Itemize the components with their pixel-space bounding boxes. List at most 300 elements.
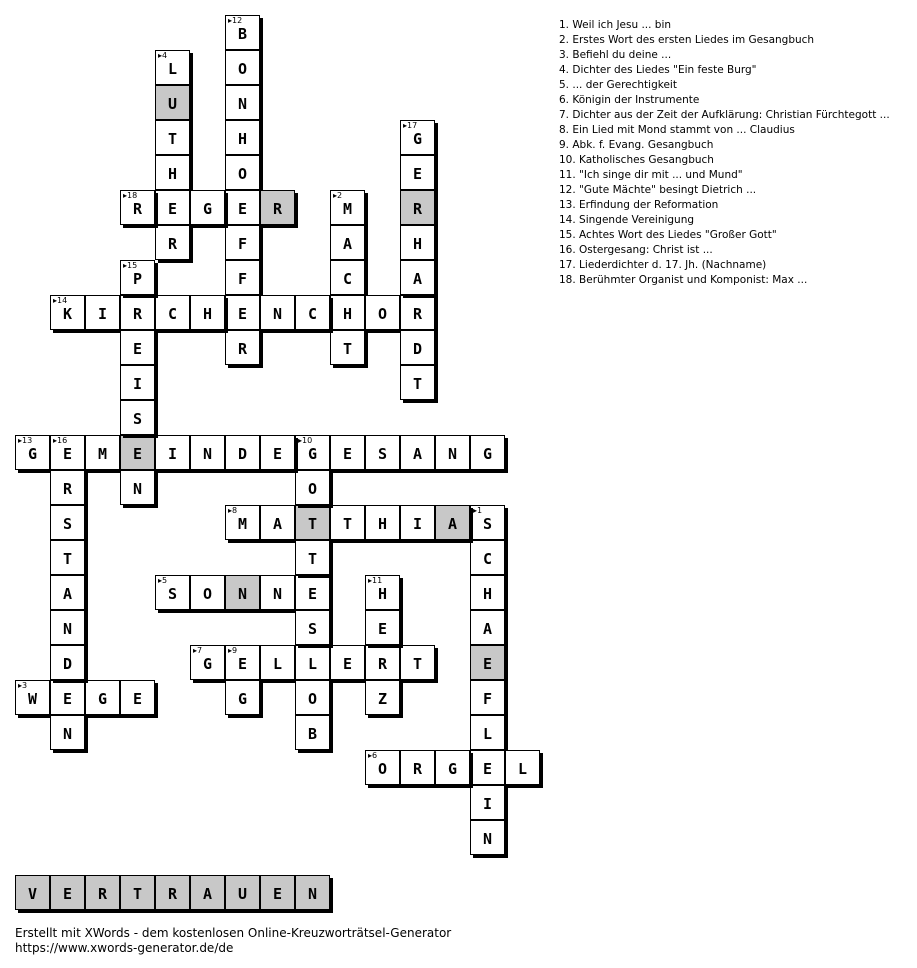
cell-letter: E <box>307 584 318 603</box>
cell-letter: G <box>307 444 318 463</box>
cell-letter: N <box>272 584 283 603</box>
cell-letter: B <box>307 724 318 743</box>
grid-cell[interactable] <box>295 505 330 540</box>
grid-cell[interactable] <box>260 505 295 540</box>
solution-cell <box>155 875 190 910</box>
grid-cell[interactable] <box>85 295 120 330</box>
grid-cell[interactable] <box>470 820 505 855</box>
grid-cell[interactable] <box>365 610 400 645</box>
grid-cell[interactable] <box>120 365 155 400</box>
cell-letter: B <box>237 24 248 43</box>
cell-letter: O <box>237 164 248 183</box>
cell-letter: E <box>62 444 73 463</box>
clue-item <box>559 123 890 138</box>
grid-cell[interactable] <box>435 505 470 540</box>
cell-letter: G <box>97 689 108 708</box>
cell-letter: L <box>307 654 318 673</box>
solution-letter: R <box>167 884 178 903</box>
grid-cell[interactable] <box>470 575 505 610</box>
clue-text: Ostergesang: Christ ist ... <box>579 244 713 256</box>
cell-letter: N <box>132 479 143 498</box>
clue-number: 10. <box>559 154 580 166</box>
grid-cell[interactable] <box>50 470 85 505</box>
grid-cell[interactable] <box>400 750 435 785</box>
cell-letter: R <box>412 304 423 323</box>
grid-cell[interactable] <box>470 435 505 470</box>
clue-text: "Ich singe dir mit ... und Mund" <box>579 169 743 181</box>
grid-cell[interactable] <box>330 225 365 260</box>
clue-item <box>559 33 890 48</box>
clue-text: Berühmter Organist und Komponist: Max ... <box>579 274 808 286</box>
cell-letter: A <box>447 514 458 533</box>
clue-text: Abk. f. Evang. Gesangbuch <box>572 139 714 151</box>
cell-letter: N <box>62 619 73 638</box>
cell-letter: I <box>132 374 143 393</box>
grid-cell[interactable] <box>50 645 85 680</box>
cell-letter: S <box>482 514 493 533</box>
clue-text: Liederdichter d. 17. Jh. (Nachname) <box>579 259 767 271</box>
clue-number: 14. <box>559 214 580 226</box>
grid-cell[interactable] <box>400 330 435 365</box>
cell-letter: S <box>62 514 73 533</box>
grid-cell[interactable] <box>330 505 365 540</box>
clue-number: 7. <box>559 109 573 121</box>
clue-text: Dichter des Liedes "Ein feste Burg" <box>572 64 757 76</box>
grid-cell[interactable] <box>400 120 435 155</box>
clue-text: Erfindung der Reformation <box>579 199 719 211</box>
cell-letter: N <box>237 584 248 603</box>
cell-letter: E <box>412 164 423 183</box>
cell-letter: E <box>167 199 178 218</box>
grid-cell[interactable] <box>470 540 505 575</box>
cell-letter: G <box>202 199 213 218</box>
clue-item <box>559 63 890 78</box>
cell-letter: I <box>97 304 108 323</box>
cell-letter: O <box>307 689 318 708</box>
cell-letter: T <box>307 549 318 568</box>
grid-cell[interactable] <box>225 85 260 120</box>
cell-letter: H <box>167 164 178 183</box>
grid-cell[interactable] <box>400 645 435 680</box>
grid-cell[interactable] <box>120 260 155 295</box>
cell-letter: F <box>237 269 248 288</box>
grid-cell[interactable] <box>435 435 470 470</box>
clue-number-marker: ▸15 <box>123 261 138 270</box>
grid-cell[interactable] <box>155 120 190 155</box>
clue-number-marker: ▸11 <box>368 576 383 585</box>
grid-cell[interactable] <box>400 155 435 190</box>
grid-cell[interactable] <box>225 15 260 50</box>
grid-cell[interactable] <box>155 225 190 260</box>
grid-cell[interactable] <box>225 505 260 540</box>
grid-cell[interactable] <box>295 435 330 470</box>
clue-list <box>559 18 890 288</box>
cell-letter: A <box>342 234 353 253</box>
clue-number: 3. <box>559 49 573 61</box>
cell-letter: M <box>237 514 248 533</box>
solution-cell <box>190 875 225 910</box>
cell-letter: A <box>412 269 423 288</box>
grid-cell[interactable] <box>50 575 85 610</box>
cell-letter: E <box>342 654 353 673</box>
cell-letter: U <box>167 94 178 113</box>
grid-cell[interactable] <box>120 470 155 505</box>
clue-number-marker: ▸10 <box>298 436 313 445</box>
solution-letter: A <box>202 884 213 903</box>
cell-letter: R <box>132 199 143 218</box>
clue-number-marker: ▸7 <box>193 646 203 655</box>
cell-letter: P <box>132 269 143 288</box>
solution-cell <box>225 875 260 910</box>
grid-cell[interactable] <box>85 435 120 470</box>
grid-cell[interactable] <box>365 680 400 715</box>
cell-letter: A <box>272 514 283 533</box>
cell-letter: S <box>132 409 143 428</box>
grid-cell[interactable] <box>260 575 295 610</box>
cell-letter: C <box>167 304 178 323</box>
grid-cell[interactable] <box>400 295 435 330</box>
cell-letter: E <box>482 654 493 673</box>
grid-cell[interactable] <box>190 645 225 680</box>
cell-letter: R <box>167 234 178 253</box>
clue-number-marker: ▸6 <box>368 751 378 760</box>
grid-cell[interactable] <box>120 680 155 715</box>
clue-number-marker: ▸1 <box>473 506 483 515</box>
footer-url[interactable]: https://www.xwords-generator.de/de <box>15 941 234 955</box>
grid-cell[interactable] <box>225 295 260 330</box>
grid-cell[interactable] <box>470 750 505 785</box>
clue-number: 4. <box>559 64 573 76</box>
cell-letter: E <box>342 444 353 463</box>
clue-text: Achtes Wort des Liedes "Großer Gott" <box>579 229 777 241</box>
clue-number-marker: ▸16 <box>53 436 68 445</box>
cell-letter: T <box>62 549 73 568</box>
clue-number: 11. <box>559 169 580 181</box>
cell-letter: L <box>272 654 283 673</box>
cell-letter: E <box>132 444 143 463</box>
grid-cell[interactable] <box>365 435 400 470</box>
grid-cell[interactable] <box>470 680 505 715</box>
cell-letter: I <box>167 444 178 463</box>
grid-cell[interactable] <box>50 540 85 575</box>
grid-cell[interactable] <box>505 750 540 785</box>
clue-text: Königin der Instrumente <box>572 94 700 106</box>
cell-letter: R <box>237 339 248 358</box>
cell-letter: I <box>482 794 493 813</box>
cell-letter: A <box>482 619 493 638</box>
clue-text: ... der Gerechtigkeit <box>572 79 677 91</box>
cell-letter: H <box>202 304 213 323</box>
grid-cell[interactable] <box>190 575 225 610</box>
cell-letter: S <box>167 584 178 603</box>
cell-letter: O <box>377 304 388 323</box>
clue-item <box>559 78 890 93</box>
grid-cell[interactable] <box>295 715 330 750</box>
grid-cell[interactable] <box>400 435 435 470</box>
grid-cell[interactable] <box>50 435 85 470</box>
cell-letter: R <box>272 199 283 218</box>
clue-item <box>559 138 890 153</box>
grid-cell[interactable] <box>400 505 435 540</box>
cell-letter: C <box>342 269 353 288</box>
cell-letter: G <box>27 444 38 463</box>
clue-number-marker: ▸9 <box>228 646 238 655</box>
clue-number: 15. <box>559 229 580 241</box>
grid-cell[interactable] <box>155 435 190 470</box>
solution-letter: N <box>307 884 318 903</box>
grid-cell[interactable] <box>330 645 365 680</box>
grid-cell[interactable] <box>225 575 260 610</box>
clue-item <box>559 273 890 288</box>
cell-letter: C <box>482 549 493 568</box>
cell-letter: E <box>62 689 73 708</box>
cell-letter: E <box>237 199 248 218</box>
clue-item <box>559 48 890 63</box>
clue-number-marker: ▸2 <box>333 191 343 200</box>
grid-cell[interactable] <box>365 575 400 610</box>
grid-cell[interactable] <box>155 575 190 610</box>
cell-letter: N <box>62 724 73 743</box>
cell-letter: N <box>447 444 458 463</box>
clue-number-marker: ▸8 <box>228 506 238 515</box>
cell-letter: T <box>167 129 178 148</box>
grid-cell[interactable] <box>155 295 190 330</box>
clue-number-marker: ▸4 <box>158 51 168 60</box>
cell-letter: R <box>412 199 423 218</box>
cell-letter: R <box>62 479 73 498</box>
clue-item <box>559 228 890 243</box>
cell-letter: G <box>237 689 248 708</box>
clue-number: 8. <box>559 124 573 136</box>
cell-letter: G <box>447 759 458 778</box>
grid-cell[interactable] <box>225 225 260 260</box>
grid-cell[interactable] <box>50 505 85 540</box>
cell-letter: C <box>307 304 318 323</box>
clue-number: 13. <box>559 199 580 211</box>
cell-letter: K <box>62 304 73 323</box>
grid-cell[interactable] <box>120 330 155 365</box>
cell-letter: O <box>202 584 213 603</box>
grid-cell[interactable] <box>155 190 190 225</box>
cell-letter: I <box>412 514 423 533</box>
clue-number: 6. <box>559 94 573 106</box>
cell-letter: R <box>412 759 423 778</box>
grid-cell[interactable] <box>470 610 505 645</box>
solution-letter: U <box>237 884 248 903</box>
clue-item <box>559 18 890 33</box>
grid-cell[interactable] <box>295 295 330 330</box>
solution-cell <box>260 875 295 910</box>
grid-cell[interactable] <box>225 155 260 190</box>
grid-cell[interactable] <box>260 190 295 225</box>
clue-number: 1. <box>559 19 573 31</box>
clue-text: "Gute Mächte" besingt Dietrich ... <box>579 184 757 196</box>
cell-letter: L <box>517 759 528 778</box>
clue-number: 18. <box>559 274 580 286</box>
cell-letter: H <box>482 584 493 603</box>
solution-cell <box>120 875 155 910</box>
grid-cell[interactable] <box>365 505 400 540</box>
cell-letter: D <box>412 339 423 358</box>
cell-letter: R <box>377 654 388 673</box>
clue-text: Ein Lied mit Mond stammt von ... Claudius <box>572 124 795 136</box>
grid-cell[interactable] <box>225 50 260 85</box>
cell-letter: E <box>272 444 283 463</box>
cell-letter: M <box>97 444 108 463</box>
grid-cell[interactable] <box>155 50 190 85</box>
grid-cell[interactable] <box>435 750 470 785</box>
grid-cell[interactable] <box>400 260 435 295</box>
grid-cell[interactable] <box>120 190 155 225</box>
clue-number-marker: ▸12 <box>228 16 243 25</box>
grid-cell[interactable] <box>260 645 295 680</box>
cell-letter: H <box>377 584 388 603</box>
cell-letter: R <box>132 304 143 323</box>
grid-cell[interactable] <box>190 190 225 225</box>
clue-item <box>559 153 890 168</box>
cell-letter: D <box>62 654 73 673</box>
cell-letter: N <box>202 444 213 463</box>
clue-text: Singende Vereinigung <box>579 214 695 226</box>
cell-letter: N <box>272 304 283 323</box>
clue-item <box>559 183 890 198</box>
cell-letter: O <box>237 59 248 78</box>
clue-number-marker: ▸14 <box>53 296 68 305</box>
clue-number-marker: ▸5 <box>158 576 168 585</box>
footer <box>15 926 451 956</box>
grid-cell[interactable] <box>295 680 330 715</box>
cell-letter: N <box>482 829 493 848</box>
solution-letter: E <box>272 884 283 903</box>
grid-cell[interactable] <box>155 85 190 120</box>
grid-cell[interactable] <box>330 260 365 295</box>
cell-letter: M <box>342 199 353 218</box>
cell-letter: T <box>342 514 353 533</box>
grid-cell[interactable] <box>190 295 225 330</box>
grid-cell[interactable] <box>295 610 330 645</box>
clue-text: Dichter aus der Zeit der Aufklärung: Christian Fürchtegott ... <box>572 109 890 121</box>
solution-letter: T <box>132 884 143 903</box>
cell-letter: E <box>482 759 493 778</box>
cell-letter: T <box>307 514 318 533</box>
grid-cell[interactable] <box>50 680 85 715</box>
grid-cell[interactable] <box>330 330 365 365</box>
grid-cell[interactable] <box>225 645 260 680</box>
grid-cell[interactable] <box>225 435 260 470</box>
solution-cell <box>50 875 85 910</box>
clue-text: Weil ich Jesu ... bin <box>572 19 672 31</box>
grid-cell[interactable] <box>330 190 365 225</box>
clue-text: Katholisches Gesangbuch <box>579 154 714 166</box>
grid-cell[interactable] <box>15 680 50 715</box>
grid-cell[interactable] <box>225 330 260 365</box>
clue-number: 17. <box>559 259 580 271</box>
grid-cell[interactable] <box>50 610 85 645</box>
grid-cell[interactable] <box>295 645 330 680</box>
solution-cell <box>15 875 50 910</box>
grid-cell[interactable] <box>470 505 505 540</box>
solution-cell <box>295 875 330 910</box>
grid-cell[interactable] <box>120 295 155 330</box>
cell-letter: S <box>307 619 318 638</box>
grid-cell[interactable] <box>50 715 85 750</box>
grid-cell[interactable] <box>190 435 225 470</box>
grid-cell[interactable] <box>225 680 260 715</box>
grid-cell[interactable] <box>400 365 435 400</box>
cell-letter: H <box>342 304 353 323</box>
grid-cell[interactable] <box>260 435 295 470</box>
clue-item <box>559 198 890 213</box>
grid-cell[interactable] <box>295 470 330 505</box>
cell-letter: E <box>132 689 143 708</box>
cell-letter: H <box>237 129 248 148</box>
grid-cell[interactable] <box>50 295 85 330</box>
grid-cell[interactable] <box>260 295 295 330</box>
cell-letter: T <box>412 374 423 393</box>
cell-letter: S <box>377 444 388 463</box>
cell-letter: G <box>482 444 493 463</box>
grid-cell[interactable] <box>85 680 120 715</box>
clue-text: Befiehl du deine ... <box>572 49 672 61</box>
grid-cell[interactable] <box>225 260 260 295</box>
grid-cell[interactable] <box>295 575 330 610</box>
cell-letter: D <box>237 444 248 463</box>
cell-letter: A <box>62 584 73 603</box>
grid-cell[interactable] <box>15 435 50 470</box>
cell-letter: F <box>237 234 248 253</box>
solution-letter: V <box>27 884 38 903</box>
grid-cell[interactable] <box>365 645 400 680</box>
clue-text: Erstes Wort des ersten Liedes im Gesangbuch <box>572 34 815 46</box>
clue-number: 12. <box>559 184 580 196</box>
grid-cell[interactable] <box>225 120 260 155</box>
grid-cell[interactable] <box>470 715 505 750</box>
clue-item <box>559 243 890 258</box>
solution-letter: E <box>62 884 73 903</box>
cell-letter: G <box>202 654 213 673</box>
grid-cell[interactable] <box>365 295 400 330</box>
clue-item <box>559 168 890 183</box>
grid-cell[interactable] <box>470 645 505 680</box>
cell-letter: W <box>27 689 38 708</box>
grid-cell[interactable] <box>295 540 330 575</box>
cell-letter: N <box>237 94 248 113</box>
solution-cell <box>85 875 120 910</box>
grid-cell[interactable] <box>120 400 155 435</box>
clue-number-marker: ▸17 <box>403 121 418 130</box>
grid-cell[interactable] <box>365 750 400 785</box>
cell-letter: H <box>377 514 388 533</box>
grid-cell[interactable] <box>225 190 260 225</box>
clue-number: 2. <box>559 34 573 46</box>
grid-cell[interactable] <box>470 785 505 820</box>
cell-letter: L <box>167 59 178 78</box>
cell-letter: L <box>482 724 493 743</box>
grid-cell[interactable] <box>330 295 365 330</box>
grid-cell[interactable] <box>120 435 155 470</box>
clue-number: 16. <box>559 244 580 256</box>
clue-number-marker: ▸3 <box>18 681 28 690</box>
solution-letter: R <box>97 884 108 903</box>
cell-letter: A <box>412 444 423 463</box>
grid-cell[interactable] <box>155 155 190 190</box>
cell-letter: E <box>237 304 248 323</box>
cell-letter: E <box>237 654 248 673</box>
grid-cell[interactable] <box>400 190 435 225</box>
grid-cell[interactable] <box>330 435 365 470</box>
cell-letter: T <box>412 654 423 673</box>
grid-cell[interactable] <box>400 225 435 260</box>
